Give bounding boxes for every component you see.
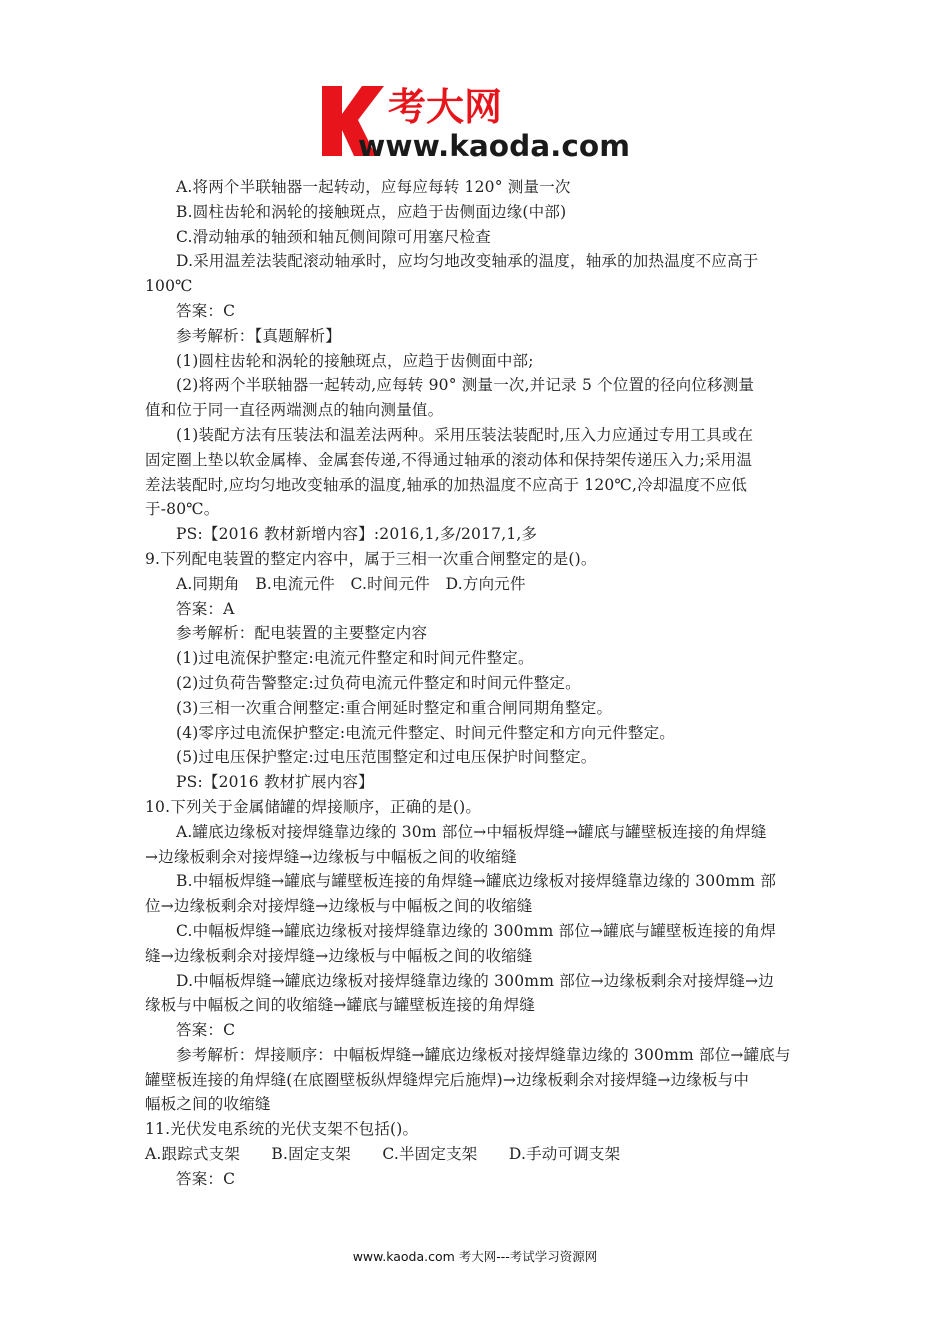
text-line: →边缘板剩余对接焊缝→边缘板与中幅板之间的收缩缝 [145, 847, 517, 866]
text-line: PS:【2016 教材扩展内容】 [176, 773, 374, 792]
text-line: 参考解析：【真题解析】 [176, 326, 341, 345]
text-line: A.罐底边缘板对接焊缝靠边缘的 30m 部位→中辐板焊缝→罐底与罐壁板连接的角焊缝 [176, 822, 767, 841]
text-line: 罐壁板连接的角焊缝(在底圈壁板纵焊缝焊完后施焊)→边缘板剩余对接焊缝→边缘板与中 [145, 1070, 750, 1089]
text-line: D.采用温差法装配滚动轴承时，应均匀地改变轴承的温度，轴承的加热温度不应高于 [176, 252, 759, 271]
text-line: 9.下列配电装置的整定内容中，属于三相一次重合闸整定的是()。 [145, 549, 597, 568]
logo-brand-text: 考大网 [388, 85, 503, 129]
text-line: (5)过电压保护整定:过电压范围整定和过电压保护时间整定。 [176, 748, 597, 767]
text-line: C.中幅板焊缝→罐底边缘板对接焊缝靠边缘的 300mm 部位→罐底与罐壁板连接的角焊 [176, 921, 776, 940]
page-footer: www.kaoda.com 考大网---考试学习资源网 [352, 1249, 598, 1264]
text-line: 幅板之间的收缩缝 [145, 1095, 271, 1114]
text-line: 于-80℃。 [145, 500, 220, 519]
text-line: 答案：A [176, 599, 235, 618]
text-line: A.同期角 B.电流元件 C.时间元件 D.方向元件 [176, 574, 526, 593]
text-line: 11.光伏发电系统的光伏支架不包括()。 [145, 1120, 419, 1139]
text-line: (4)零序过电流保护整定:电流元件整定、时间元件整定和方向元件整定。 [176, 723, 675, 742]
text-line: (3)三相一次重合闸整定:重合闸延时整定和重合闸同期角整定。 [176, 698, 613, 717]
text-line: 答案：C [176, 301, 236, 320]
text-line: D.中幅板焊缝→罐底边缘板对接焊缝靠边缘的 300mm 部位→边缘板剩余对接焊缝→边 [176, 971, 775, 990]
text-line: C.滑动轴承的轴颈和轴瓦侧间隙可用塞尺检查 [176, 227, 491, 246]
text-line: 值和位于同一直径两端测点的轴向测量值。 [145, 401, 444, 420]
text-line: 答案：C [176, 1021, 236, 1040]
text-line: 参考解析：焊接顺序：中幅板焊缝→罐底边缘板对接焊缝靠边缘的 300mm 部位→罐底与 [176, 1045, 791, 1064]
text-line: 差法装配时,应均匀地改变轴承的温度,轴承的加热温度不应高于 120℃,冷却温度不应低 [145, 475, 748, 494]
text-line: 缝→边缘板剩余对接焊缝→边缘板与中幅板之间的收缩缝 [145, 946, 533, 965]
text-line: 缘板与中幅板之间的收缩缝→罐底与罐壁板连接的角焊缝 [145, 996, 535, 1015]
text-line: (1)装配方法有压装法和温差法两种。采用压装法装配时,压入力应通过专用工具或在 [176, 425, 754, 444]
text-line: A.跟踪式支架 B.固定支架 C.半固定支架 D.手动可调支架 [145, 1145, 621, 1164]
text-line: 100℃ [145, 277, 193, 296]
logo-url-text: www.kaoda.com [358, 129, 630, 162]
text-line: (1)圆柱齿轮和涡轮的接触斑点，应趋于齿侧面中部; [176, 351, 534, 370]
document-body [145, 175, 810, 1192]
text-line: (1)过电流保护整定:电流元件整定和时间元件整定。 [176, 649, 534, 668]
text-line: B.圆柱齿轮和涡轮的接触斑点，应趋于齿侧面边缘(中部) [176, 202, 567, 221]
kaoda-logo [318, 78, 638, 162]
text-line: 固定圈上垫以软金属棒、金属套传递,不得通过轴承的滚动体和保持架传递压入力;采用温 [145, 450, 753, 469]
text-line: PS:【2016 教材新增内容】:2016,1,多/2017,1,多 [176, 525, 538, 544]
text-line: (2)过负荷告警整定:过负荷电流元件整定和时间元件整定。 [176, 673, 581, 692]
text-line: 参考解析：配电装置的主要整定内容 [176, 624, 428, 643]
text-line: 10.下列关于金属储罐的焊接顺序，正确的是()。 [145, 797, 482, 816]
text-line: 答案：C [176, 1169, 236, 1188]
text-line: 位→边缘板剩余对接焊缝→边缘板与中幅板之间的收缩缝 [145, 897, 533, 916]
text-line: (2)将两个半联轴器一起转动,应每转 90° 测量一次,并记录 5 个位置的径向位移测量 [176, 376, 755, 395]
text-line: A.将两个半联轴器一起转动，应每应每转 120° 测量一次 [176, 178, 571, 196]
text-line: B.中辐板焊缝→罐底与罐壁板连接的角焊缝→罐底边缘板对接焊缝靠边缘的 300mm 部 [176, 872, 777, 891]
